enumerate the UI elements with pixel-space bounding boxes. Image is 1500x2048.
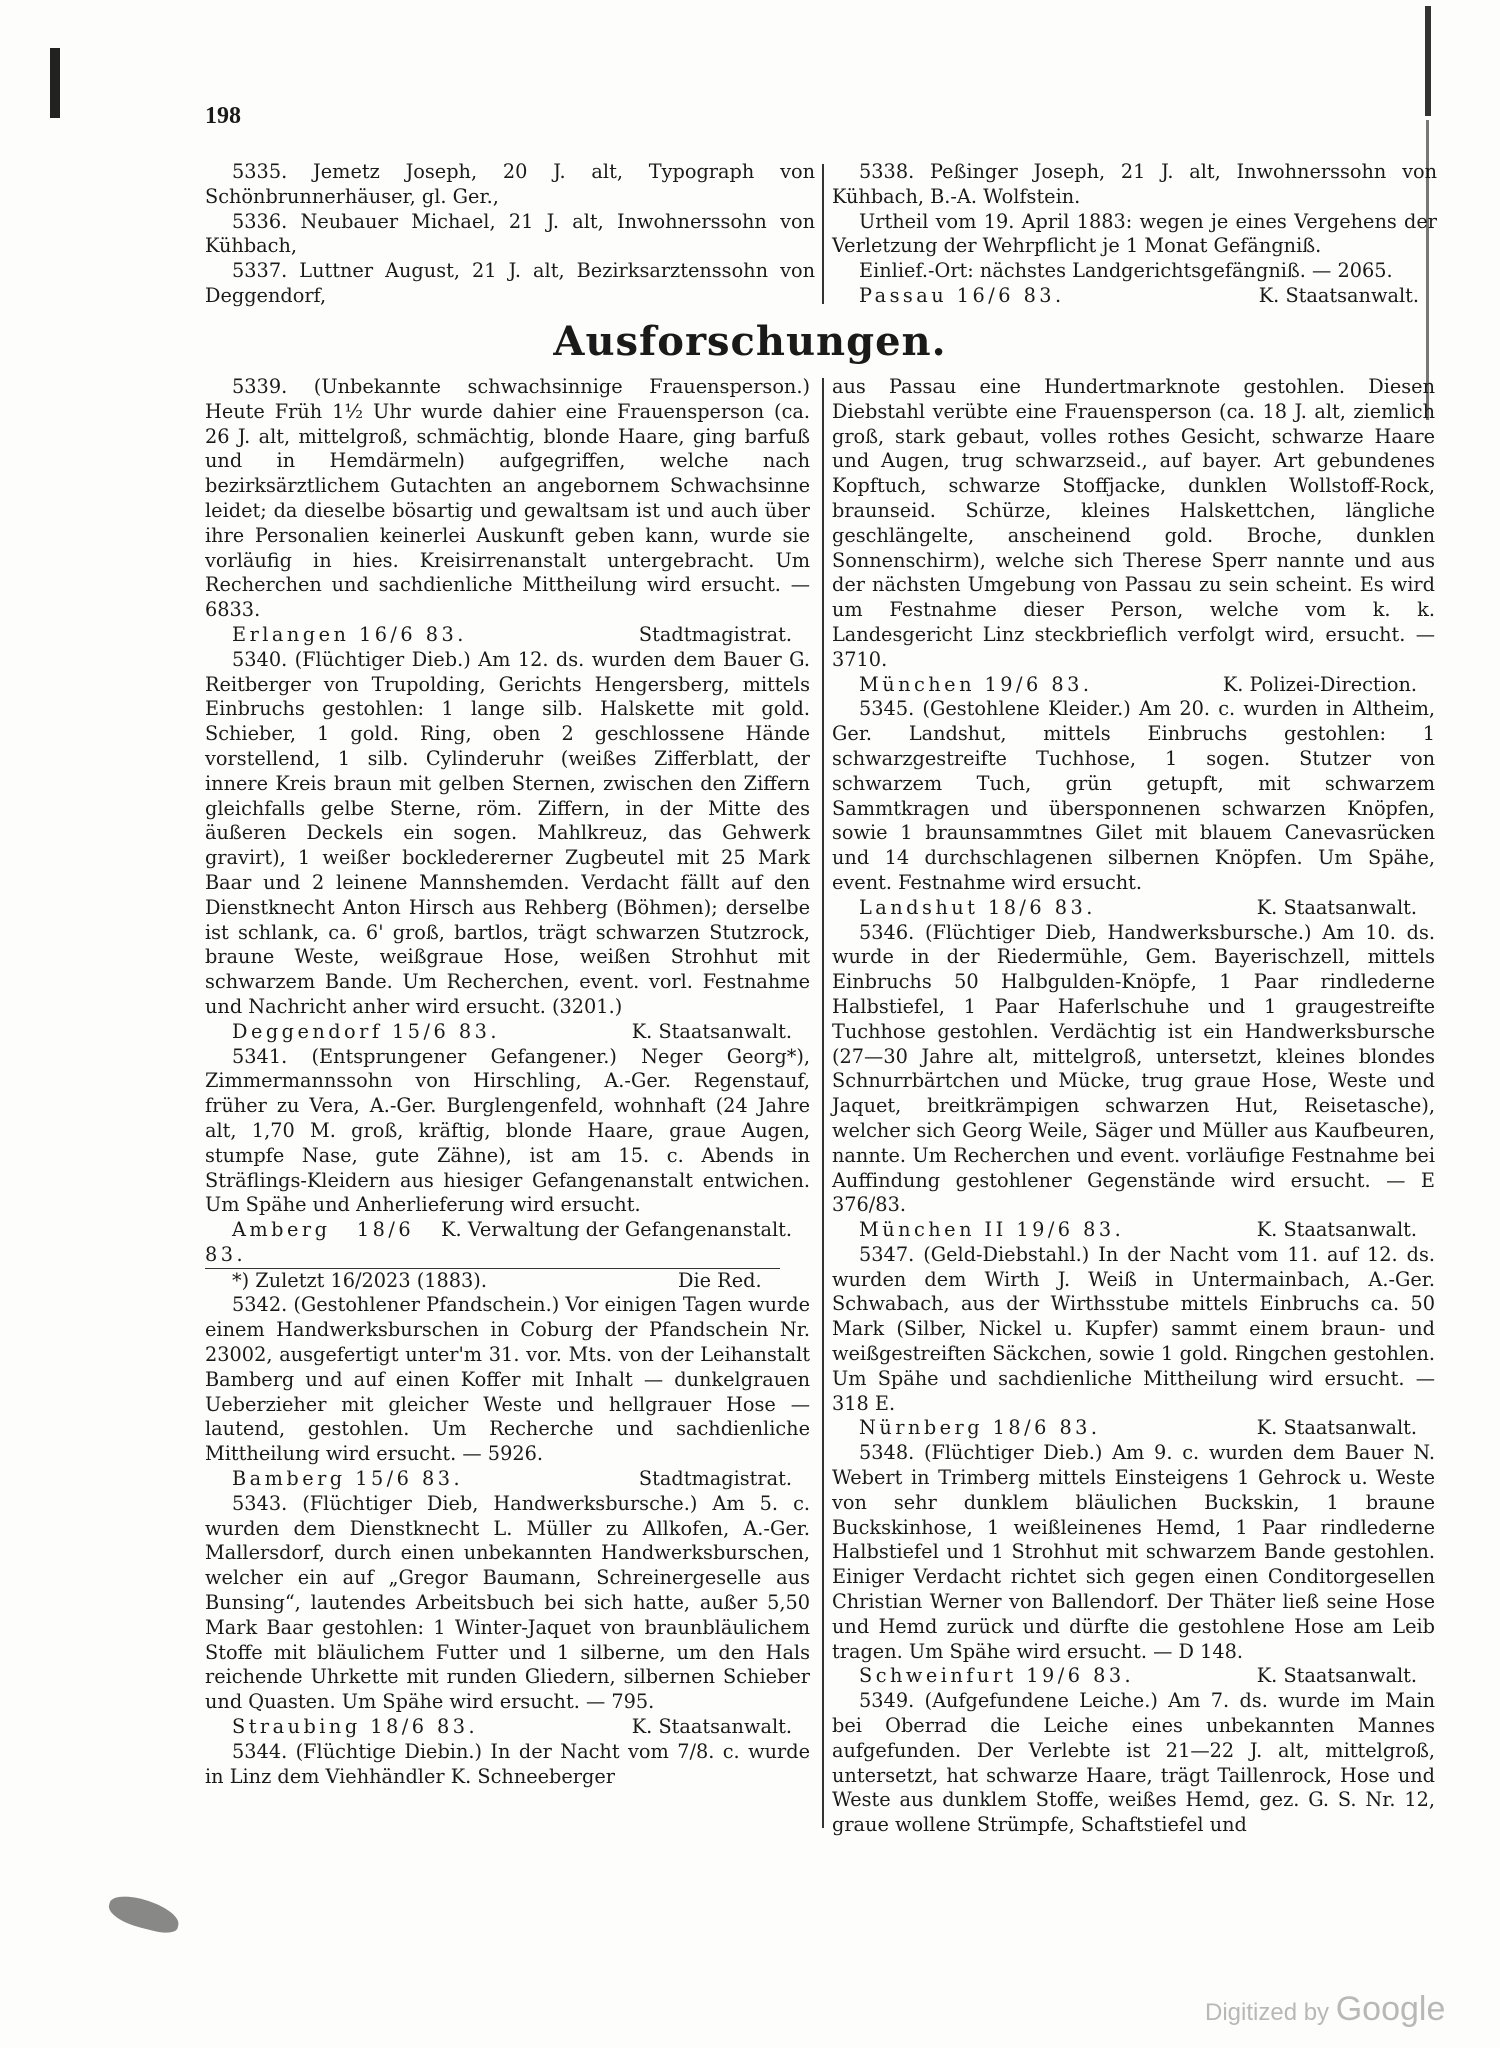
signature-place: Deggendorf 15/6 83. bbox=[232, 1019, 500, 1043]
top-left-column bbox=[205, 160, 815, 309]
signature-authority: K. Staatsanwalt. bbox=[1256, 1416, 1417, 1440]
signature-line bbox=[205, 623, 810, 648]
signature-authority: K. Staatsanwalt. bbox=[631, 1019, 792, 1043]
signature-line bbox=[832, 673, 1435, 698]
digitized-label: Digitized by bbox=[1205, 1999, 1330, 2026]
article-paragraph: 5343. (Flüchtiger Dieb, Handwerksbursche.) Am 5. c. wurden dem Dienstknecht L. Müller zu Allkofen, A.-Ger. Mallersdorf, durch einen unbekannten Handwerksburschen, welcher ein auf „Gregor Baumann, Schreinergeselle aus Bunsing“, lautendes Arbeitsbuch bei sich hatte, außer 5,50 Mark Baar gestohlen: 1 Winter-Jaquet von braunbläulichem Stoffe mit bläulichem Futter und 1 silberne, um den Hals reichende Uhrkette mit runden Gliedern, silbernen Schieber und Quasten. Um Spähe wird ersucht. — 795. bbox=[205, 1491, 810, 1714]
top-right-column bbox=[832, 160, 1437, 309]
signature-place: Straubing 18/6 83. bbox=[232, 1715, 479, 1739]
scan-edge-mark bbox=[1425, 6, 1431, 116]
article-paragraph: 5348. (Flüchtiger Dieb.) Am 9. c. wurden dem Bauer N. Webert in Trimberg mittels Einsteigens 1 Gehrock u. Weste von sehr dunklem bläulichen Buckskin, 1 braune Buckskinhose, 1 weißleinenes Hemd, 1 Paar rindlederne Halbstiefel und 1 Strohhut mit schwarzem Bande gestohlen. Einiger Verdacht richtet sich gegen einen Conditorgesellen Christian Werner von Ballendorf. Der Thäter ließ seine Hose und Hemd zurück und dürfte die gestohlene Hose am Leib tragen. Um Spähe wird ersucht. — D 148. bbox=[832, 1441, 1435, 1663]
signature-authority: Stadtmagistrat. bbox=[638, 622, 792, 646]
article-paragraph: 5339. (Unbekannte schwachsinnige Frauensperson.) Heute Früh 1½ Uhr wurde dahier eine Frauensperson (ca. 26 J. alt, mittelgroß, schmächtig, blonde Haare, ging barfuß und in Hemdärmeln) aufgegriffen, welche nach bezirksärztlichem Gutachten an angebornem Schwachsinne leidet; da dieselbe bösartig und gewaltsam ist und auch über ihre Personalien keinerlei Auskunft geben kann, wurde sie vorläufig in hies. Kreisirrenanstalt untergebracht. Um Recherchen und sachdienliche Mittheilung wird ersucht. — 6833. bbox=[205, 375, 810, 622]
page-number: 198 bbox=[205, 103, 241, 129]
signature-authority: K. Staatsanwalt. bbox=[1256, 895, 1417, 919]
register-entry: 5337. Luttner August, 21 J. alt, Bezirksarztenssohn von Deggendorf, bbox=[205, 259, 815, 307]
verdict: Urtheil vom 19. April 1883: wegen je eines Vergehens der Verletzung der Wehrpflicht je 1 Monat Gefängniß. bbox=[832, 209, 1437, 258]
article-paragraph: 5345. (Gestohlene Kleider.) Am 20. c. wurden in Altheim, Ger. Landshut, mittels Einbruchs gestohlen: 1 schwarzgestreifte Tuchhose, 1 sogen. Stutzer von schwarzem Tuch, grün getupft, mit schwarzem Sammtkragen und übersponnenen schwarzen Knöpfen, sowie 1 braunsammtnes Gilet mit blauem Canevasrücken und 14 durchschlagenen silbernen Knöpfen. Um Spähe, event. Festnahme wird ersucht. bbox=[832, 697, 1435, 894]
column-divider bbox=[822, 164, 824, 304]
signature-line bbox=[832, 1664, 1435, 1689]
signature-line bbox=[205, 1020, 810, 1045]
article-paragraph: 5349. (Aufgefundene Leiche.) Am 7. ds. wurde im Main bei Oberrad die Leiche eines unbekannten Mannes aufgefunden. Der Verlebte ist 21—22 J. alt, mittelgroß, untersetzt, hat schwarze Haare, trägt Taillenrock, Hose und Weste aus dunklem Stoffe, weißes Hemd, gez. G. S. Nr. 12, graue wollene Strümpfe, Schaftstiefel und bbox=[832, 1689, 1435, 1837]
signature-place: Amberg 18/6 83. bbox=[205, 1218, 415, 1266]
section-title: Ausforschungen. bbox=[553, 318, 947, 365]
digitized-by-google-watermark bbox=[1205, 1990, 1445, 2029]
signature-line bbox=[832, 1416, 1435, 1441]
signature-place: Nürnberg 18/6 83. bbox=[859, 1416, 1101, 1440]
signature-place: München II 19/6 83. bbox=[859, 1218, 1125, 1242]
register-entry: 5335. Jemetz Joseph, 20 J. alt, Typograph von Schönbrunnerhäuser, gl. Ger., bbox=[205, 160, 815, 208]
scan-edge-mark bbox=[50, 48, 60, 118]
delivery-place: Einlief.-Ort: nächstes Landgerichtsgefängniß. — 2065. bbox=[859, 259, 1393, 283]
signature-line bbox=[832, 284, 1437, 309]
signature-authority: Stadtmagistrat. bbox=[638, 1467, 792, 1491]
signature-place: München 19/6 83. bbox=[859, 672, 1093, 696]
signature-line bbox=[832, 896, 1435, 921]
signature-line bbox=[832, 1218, 1435, 1243]
entry-5338: 5338. Peßinger Joseph, 21 J. alt, Inwohnerssohn von Kühbach, B.-A. Wolfstein. bbox=[832, 160, 1437, 208]
signature-place: Passau 16/6 83. bbox=[859, 283, 1065, 307]
signature-line bbox=[205, 1715, 810, 1740]
column-divider bbox=[822, 378, 824, 1828]
signature-place: Landshut 18/6 83. bbox=[859, 895, 1096, 919]
signature-authority: K. Staatsanwalt. bbox=[1256, 1664, 1417, 1688]
signature-place: Schweinfurt 19/6 83. bbox=[859, 1664, 1135, 1688]
article-paragraph: 5346. (Flüchtiger Dieb, Handwerksbursche.) Am 10. ds. wurde in der Riedermühle, Gem. Bayerischzell, mittels Einbruchs 50 Halbgulden-Knöpfe, 1 Paar rindlederne Halbstiefel, 1 Paar Haferlschuhe und 1 graugestreifte Tuchhose gestohlen. Verdächtig ist ein Handwerksbursche (27—30 Jahre alt, mittelgroß, untersetzt, kleines blondes Schnurrbärtchen und Mücke, trug graue Hose, Weste und Jaquet, breitkrämpigen schwarzen Hut, Reisetasche), welcher sich Georg Weile, Säger und Müller aus Kaufbeuren, nannte. Um Recherchen und event. vorläufige Festnahme bei Auffindung gestohlener Gegenstände wird ersucht. — E 376/83. bbox=[832, 920, 1435, 1217]
ink-smudge bbox=[106, 1892, 183, 1937]
signature-authority: K. Staatsanwalt. bbox=[1258, 283, 1419, 307]
signature-place: Erlangen 16/6 83. bbox=[232, 622, 467, 646]
article-paragraph: 5342. (Gestohlener Pfandschein.) Vor einigen Tagen wurde einem Handwerksburschen in Coburg der Pfandschein Nr. 23002, ausgefertigt unter'm 31. vor. Mts. von der Leihanstalt Bamberg und auf einen Koffer mit Inhalt — dunkelgrauen Ueberzieher mit gleicher Weste und hellgrauer Hose — lautend, gestohlen. Um Recherche und sachdienliche Mittheilung wird ersucht. — 5926. bbox=[205, 1293, 810, 1466]
signature-authority: K. Staatsanwalt. bbox=[631, 1715, 792, 1739]
left-column bbox=[205, 375, 810, 1789]
signature-authority: K. Verwaltung der Gefangenanstalt. bbox=[441, 1218, 792, 1242]
article-paragraph: 5344. (Flüchtige Diebin.) In der Nacht vom 7/8. c. wurde in Linz dem Viehhändler K. Schneeberger bbox=[205, 1739, 810, 1788]
footnote-line bbox=[205, 1268, 780, 1294]
article-paragraph: aus Passau eine Hundertmarknote gestohlen. Diesen Diebstahl verübte eine Frauensperson (ca. 18 J. alt, ziemlich groß, stark gebaut, volles rothes Gesicht, schwarze Haare und Augen, trug schwarzseid., auf bayer. Art gebundenes Kopftuch, schwarze Stoffjacke, dunklen Wollstoff-Rock, braunseid. Schürze, kleines Halskettchen, längliche geschlängelte, anscheinend gold. Broche, dunklen Sonnenschirm), welche sich Therese Sperr nannte und aus der nächsten Umgebung von Passau zu sein scheint. Es wird um Festnahme dieser Person, welche vom k. k. Landesgericht Linz steckbrieflich verfolgt wird, ersucht. — 3710. bbox=[832, 375, 1435, 671]
signature-place: *) Zuletzt 16/2023 (1883). bbox=[232, 1268, 487, 1292]
article-paragraph: 5340. (Flüchtiger Dieb.) Am 12. ds. wurden dem Bauer G. Reitberger von Trupolding, Gerichts Hengersberg, mittels Einbruchs gestohlen: 1 lange silb. Halskette mit gold. Schieber, 1 gold. Ring, oben 2 geschlossene Hände vorstellend, 1 silb. Cylinderuhr (weißes Zifferblatt, der innere Kreis braun mit gelben Sternen, zwischen den Ziffern gleichfalls gelbe Sterne, röm. Ziffern, in der Mitte des äußeren Deckels ein sogen. Mahlkreuz, das Gehwerk gravirt), 1 weißer bockledererner Zugbeutel mit 25 Mark Baar und 2 leinene Mannshemden. Verdacht fällt auf den Dienstknecht Anton Hirsch aus Rehberg (Böhmen); derselbe ist schlank, ca. 6' groß, bartlos, trägt schwarzen Stutzrock, braune Weste, weißgraue Hose, weißen Strohhut mit schwarzem Bande. Um Recherchen, event. vorl. Festnahme und Nachricht anher wird ersucht. (3201.) bbox=[205, 647, 810, 1018]
signature-authority: K. Staatsanwalt. bbox=[1256, 1218, 1417, 1242]
register-entry: 5336. Neubauer Michael, 21 J. alt, Inwohnerssohn von Kühbach, bbox=[205, 209, 815, 258]
signature-line bbox=[205, 1218, 810, 1268]
google-logo: Google bbox=[1335, 1990, 1446, 2028]
signature-authority: Die Red. bbox=[678, 1268, 762, 1292]
signature-authority: K. Polizei-Direction. bbox=[1222, 672, 1417, 696]
signature-line bbox=[205, 1467, 810, 1492]
right-column bbox=[832, 375, 1435, 1838]
article-paragraph: 5347. (Geld-Diebstahl.) In der Nacht vom 11. auf 12. ds. wurden dem Wirth J. Weiß in Untermainbach, A.-Ger. Schwabach, aus der Wirthsstube mittels Einbruchs ca. 50 Mark (Silber, Nickel u. Kupfer) sammt einem braun- und weißgestreiften Säckchen, sowie 1 gold. Ringchen gestohlen. Um Spähe und sachdienliche Mittheilung wird ersucht. — 318 E. bbox=[832, 1242, 1435, 1415]
article-paragraph: 5341. (Entsprungener Gefangener.) Neger Georg*), Zimmermannssohn von Hirschling, A.-Ger. Regenstauf, früher zu Vera, A.-Ger. Burglengenfeld, wohnhaft (24 Jahre alt, 1,70 M. groß, kräftig, blonde Haare, graue Augen, stumpfe Nase, gute Zähne), ist am 15. c. Abends in Sträflings-Kleidern aus hiesiger Gefangenanstalt entwichen. Um Spähe und Anherlieferung wird ersucht. bbox=[205, 1044, 810, 1217]
signature-place: Bamberg 15/6 83. bbox=[232, 1467, 464, 1491]
